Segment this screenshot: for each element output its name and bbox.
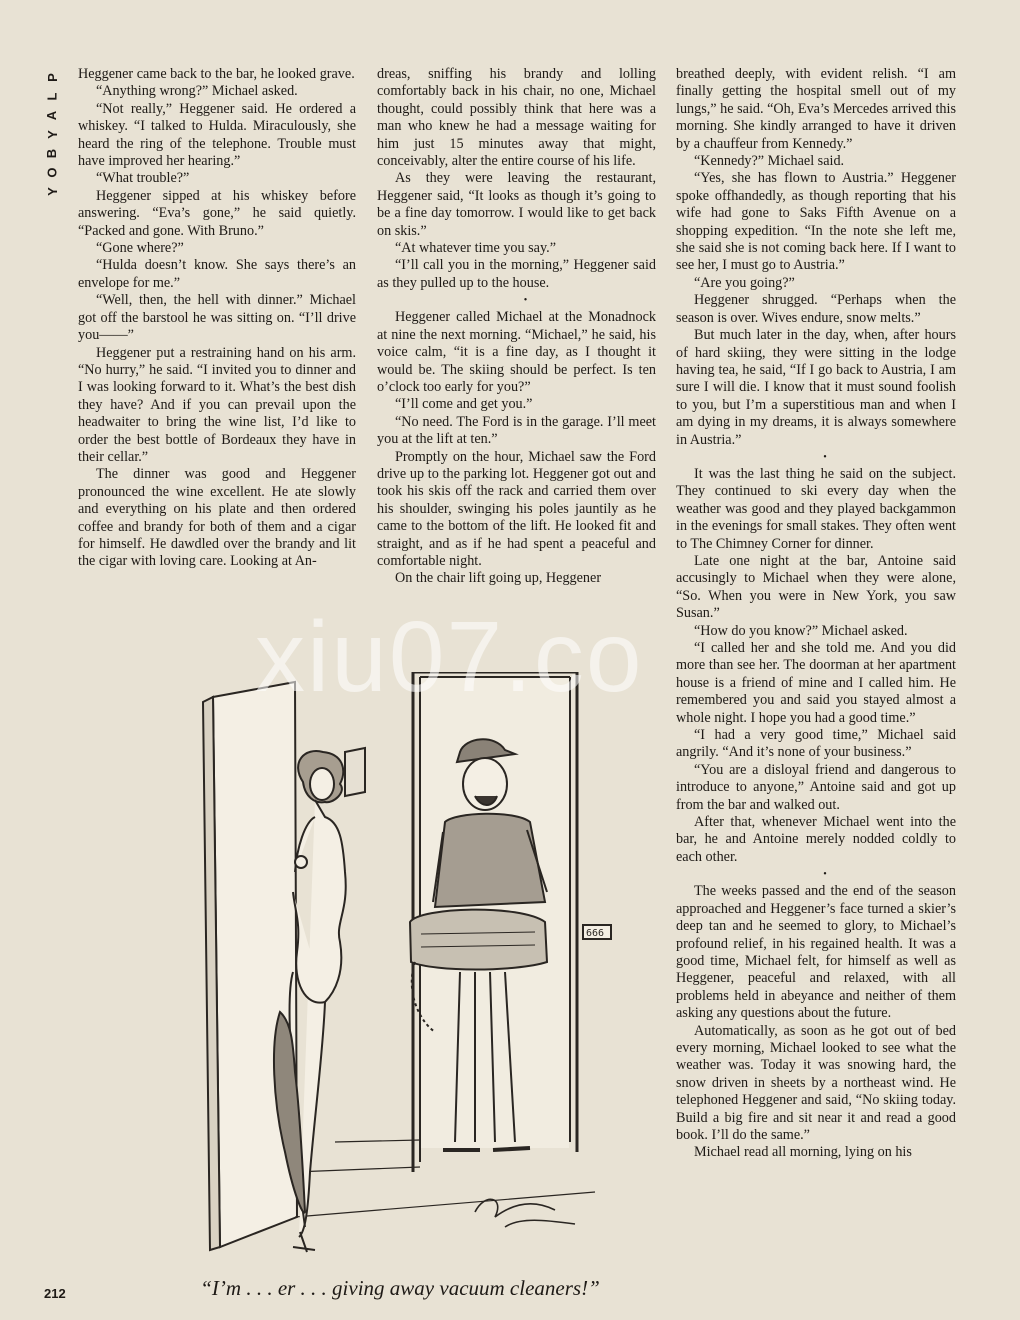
paragraph: “I called her and she told me. And you did more than see her. The doorman at her apartment house is a friend of mine and I called him. He remembered you and said you stayed almost a whole night. I hope you had a good time.” xyxy=(676,640,956,726)
section-break: • xyxy=(823,451,827,463)
paragraph: After that, whenever Michael went into the bar, he and Antoine merely nodded coldly to each other. xyxy=(676,814,956,865)
watermark: xiu07.co xyxy=(255,601,644,713)
left-door xyxy=(213,682,297,1247)
page-number: 212 xyxy=(44,1286,66,1301)
paragraph: But much later in the day, when, after hours of hard skiing, they were sitting in the lodge having tea, he said, “If I go back to Austria, I am sure I will die. I know that it must sound foolish to you, but I’m a superstitious man and when I am dying in my dreams, it is always somewhere in Austria.” xyxy=(676,327,956,448)
paragraph: Heggener put a restraining hand on his arm. “No hurry,” he said. “I invited you to dinner and I was looking forward to it. What’s the best dish they have? And if you can prevail upon the headwaiter to bring the wine list, I’d like to order the best bottle of Bordeaux they have in their cellar.” xyxy=(78,344,356,465)
paragraph: It was the last thing he said on the subject. They continued to ski every day when the weather was good and they played backgammon in the evenings for small stakes. They often went to The Chimney Corner for dinner. xyxy=(676,465,956,552)
door-mirror xyxy=(345,748,365,796)
paragraph: dreas, sniffing his brandy and lolling comfortably back in his chair, no one, Michael thought, could possibly think that here was a man who knew he had a message waiting for him just 15 minutes away that might, conceivably, alter the entire course of his life. xyxy=(377,66,656,170)
paragraph: “What trouble?” xyxy=(96,170,190,187)
paragraph: Late one night at the bar, Antoine said accusingly to Michael when they were alone, “So. When you were in New York, you saw Susan.” xyxy=(676,552,956,622)
section-break: • xyxy=(523,295,528,307)
paragraph: On the chair lift going up, Heggener xyxy=(395,570,602,587)
artist-signature xyxy=(475,1199,575,1227)
text-column-3 xyxy=(676,66,956,1162)
text-column-2 xyxy=(377,66,656,588)
paragraph: The dinner was good and Heggener pronounced the wine excellent. He ate slowly and everything on his plate and then ordered coffee and brandy for both of them and a cigar for himself. He dawdled over the brandy and lit the cigar with loving care. Looking at An- xyxy=(78,466,356,570)
section-break: • xyxy=(823,869,827,881)
paragraph: “I had a very good time,” Michael said angrily. “And it’s none of your business.” xyxy=(676,727,956,761)
paragraph: breathed deeply, with evident relish. “I am finally getting the hospital smell out of my lungs,” he said. “Oh, Eva’s Mercedes arrived this morning. She kindly arranged to have it driven by a chauffeur from Kennedy.” xyxy=(676,66,956,152)
door-number: 666 xyxy=(586,928,605,939)
paragraph: Heggener shrugged. “Perhaps when the season is over. Wives endure, snow melts.” xyxy=(676,292,956,326)
paragraph: “Hulda doesn’t know. She says there’s an envelope for me.” xyxy=(78,257,356,291)
paragraph: “Well, then, the hell with dinner.” Michael got off the barstool he was sitting on. “I’ll drive you——” xyxy=(78,292,356,344)
paragraph: As they were leaving the restaurant, Heggener said, “It looks as though it’s going to be a fine day tomorrow. I would like to get back on skis.” xyxy=(377,170,656,239)
vacuum-cleaner xyxy=(410,910,547,970)
paragraph: Michael read all morning, lying on his xyxy=(694,1144,912,1161)
paragraph: “Yes, she has flown to Austria.” Heggener spoke offhandedly, as though reporting that his wife had gone to Saks Fifth Avenue on a shopping expedition. “In the note she left me, she said she is not coming back here. If I want to see her, I must go to Austria.” xyxy=(676,170,956,274)
paragraph: Heggener called Michael at the Monadnock at nine the next morning. “Michael,” he said, his voice calm, “it is a fine day, as I thought it would be. The skiing should be perfect. Is ten o’clock too early for you?” xyxy=(377,309,656,395)
paragraph: “You are a disloyal friend and dangerous to introduce to anyone,” Antoine said and got up from the bar and walked out. xyxy=(676,761,956,813)
paragraph: “Gone where?” xyxy=(96,240,184,257)
paragraph: Heggener sipped at his whiskey before answering. “Eva’s gone,” he said quietly. “Packed and gone. With Bruno.” xyxy=(78,187,356,239)
paragraph: Automatically, as soon as he got out of bed every morning, Michael looked to see what the weather was. Today it was snowing hard, the snow driven in sheets by a northeast wind. He telephoned Heggener and said, “No skiing today. Build a big fire and sit near it and read a good book. I’ll do the same.” xyxy=(676,1022,956,1143)
paragraph: “How do you know?” Michael asked. xyxy=(694,622,908,639)
paragraph: “I’ll call you in the morning,” Heggener said as they pulled up to the house. xyxy=(377,257,656,291)
magazine-spine-title: P L A Y B O Y xyxy=(44,73,60,196)
paragraph: “Not really,” Heggener said. He ordered a whiskey. “I talked to Hulda. Miraculously, she heard the ring of the telephone. Trouble must have improved her hearing.” xyxy=(78,100,356,170)
paragraph: “Are you going?” xyxy=(694,274,795,291)
text-column-1 xyxy=(78,66,356,571)
paragraph: “Anything wrong?” Michael asked. xyxy=(96,83,298,100)
cartoon-illustration xyxy=(175,672,620,1257)
paragraph: “I’ll come and get you.” xyxy=(395,396,533,413)
paragraph: “No need. The Ford is in the garage. I’ll meet you at the lift at ten.” xyxy=(377,413,656,448)
paragraph: “Kennedy?” Michael said. xyxy=(694,153,845,170)
paragraph: The weeks passed and the end of the season approached and Heggener’s face turned a skier’s deep tan and he seemed to glory, to Michael’s profound relief, in his regained health. It was a good time, Michael felt, for himself as well as Heggener, peaceful and relaxed, with all problems held in abeyance and neither of them asking any questions about the future. xyxy=(676,883,956,1022)
paragraph: “At whatever time you say.” xyxy=(395,240,556,257)
paragraph: Promptly on the hour, Michael saw the Ford drive up to the parking lot. Heggener got out and took his skis off the rack and carried them over his shoulder, swinging his poles jauntily as he came to the bottom of the lift. He looked fit and straight, and as if he had spent a peaceful and comfortable night. xyxy=(377,448,656,569)
cartoon-caption: “I’m . . . er . . . giving away vacuum cleaners!” xyxy=(200,1276,600,1300)
paragraph: Heggener came back to the bar, he looked grave. xyxy=(78,66,355,82)
